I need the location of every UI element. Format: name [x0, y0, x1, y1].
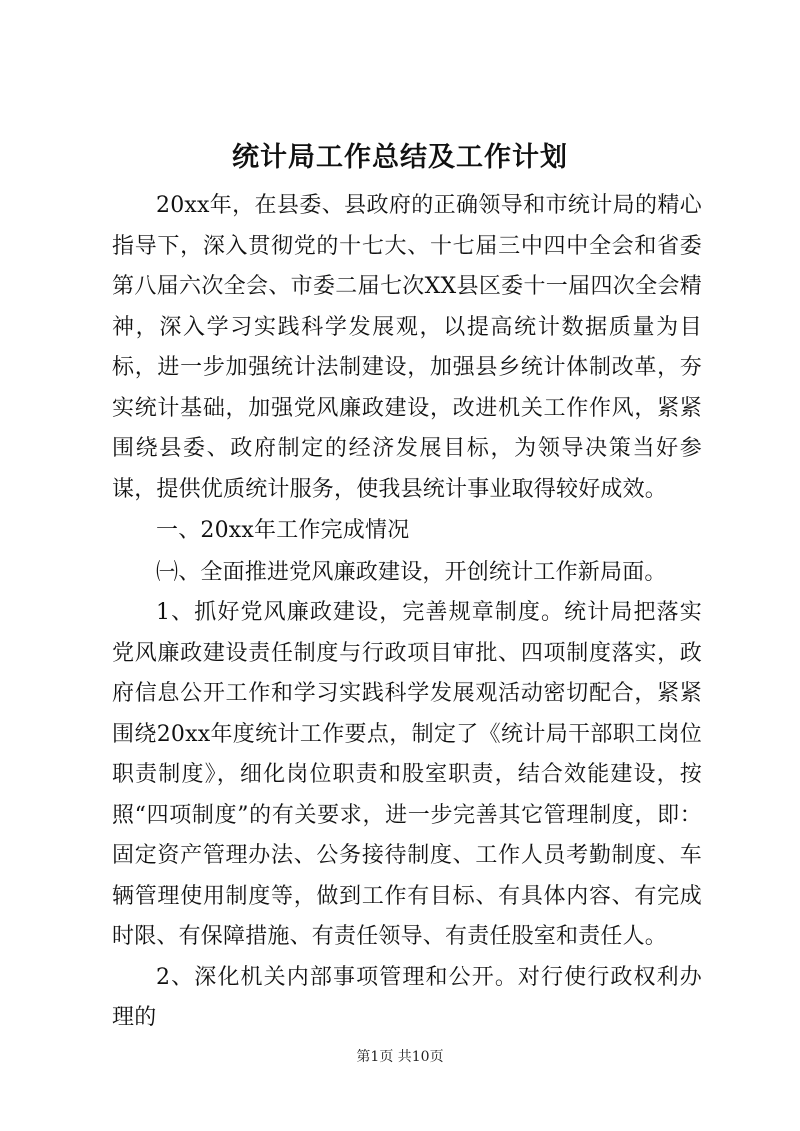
- paragraph-intro: 20xx年，在县委、县政府的正确领导和市统计局的精心指导下，深入贯彻党的十七大、十七届三中四中全会和省委第八届六次全会、市委二届七次XX县区委十一届四次全会精神，深入学习实践科学发展观，以提高统计数据质量为目标，进一步加强统计法制建设，加强县乡统计体制改革，夯实统计基础，加强党风廉政建设，改进机关工作作风，紧紧围绕县委、政府制定的经济发展目标，为领导决策当好参谋，提供优质统计服务，使我县统计事业取得较好成效。: [112, 193, 702, 502]
- page-title: 统计局工作总结及工作计划: [232, 142, 568, 173]
- subsection-heading: ㈠、全面推进党风廉政建设，开创统计工作新局面。: [156, 559, 667, 585]
- paragraph-item-1: 1、抓好党风廉政建设，完善规章制度。统计局把落实党风廉政建设责任制度与行政项目审批、四项制度落实，政府信息公开工作和学习实践科学发展观活动密切配合，紧紧围绕20xx年度统计工作要点，制定了《统计局干部职工岗位职责制度》，细化岗位职责和股室职责，结合效能建设，按照“四项制度”的有关要求，进一步完善其它管理制度，即：固定资产管理办法、公务接待制度、工作人员考勤制度、车辆管理使用制度等，做到工作有目标、有具体内容、有完成时限、有保障措施、有责任领导、有责任股室和责任人。: [112, 600, 702, 949]
- paragraph-item-2: 2、深化机关内部事项管理和公开。对行使行政权利办理的: [112, 964, 702, 1030]
- document-body: [112, 186, 702, 1039]
- page-number-footer: 第1页 共10页: [356, 1049, 444, 1065]
- section-heading: 一、20xx年工作完成情况: [156, 518, 410, 543]
